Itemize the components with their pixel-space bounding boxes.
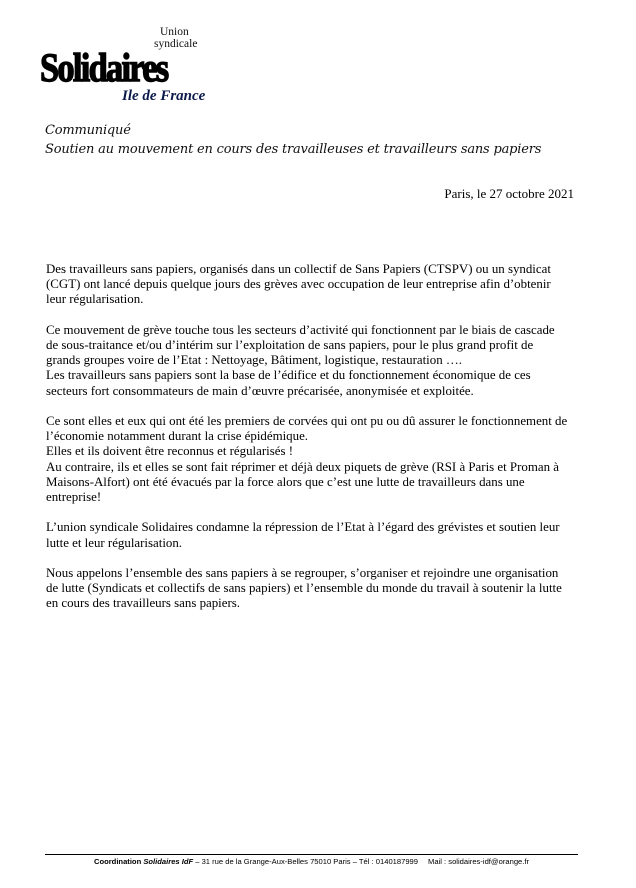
date-line: Paris, le 27 octobre 2021 [444,186,574,201]
document-body [46,262,586,627]
text-line: Ce sont elles et eux qui ont été les premiers de corvées qui ont pu ou dû assurer le fonctionnement de [46,414,568,428]
text-line: Des travailleurs sans papiers, organisés dans un collectif de Sans Papiers (CTSPV) ou un syndicat [46,262,551,276]
text-line: Les travailleurs sans papiers sont la base de l’édifice et du fonctionnement économique de ces [46,368,531,383]
text-line: leur régularisation. [46,292,144,307]
communique-heading [45,121,541,159]
communique-title: Soutien au mouvement en cours des travailleuses et travailleurs sans papiers [45,142,542,157]
text-line: en cours des travailleurs sans papiers. [46,596,241,611]
paragraph [46,520,586,550]
logo-wordmark: Solidaires [40,45,168,90]
text-line: secteurs fort consommateurs de main d’œuvre précarisée, anonymisée et exploitée. [46,383,474,398]
text-line: lutte et leur régularisation. [46,535,183,550]
text-line: entreprise! [46,490,102,505]
text-line: L’union syndicale Solidaires condamne la répression de l’Etat à l’égard des grévistes et soutien leur [46,520,560,535]
text-line: de sous-traitance et/ou d’intérim sur l’exploitation de sans papiers, pour le plus grand profit de [46,338,534,352]
footer-mail-label: Mail : [428,857,449,866]
text-line: Maisons-Alfort) ont été évacués par la force alors que c’est une lutte de travailleurs dans une [46,474,525,489]
text-line: Nous appelons l’ensemble des sans papiers à se regrouper, s’organiser et rejoindre une organisation [46,566,559,580]
paragraph [46,323,586,399]
paragraph [46,566,586,612]
footer-mail[interactable]: solidaires-idf@orange.fr [448,857,530,866]
logo-syndicale-text: syndicale [154,38,198,50]
footer-divider [45,854,578,855]
text-line: Elles et ils doivent être reconnus et régularisés ! [46,444,293,459]
text-line: Ce mouvement de grève touche tous les secteurs d’activité qui fonctionnent par le biais de cascade [46,322,555,337]
text-line: de lutte (Syndicats et collectifs de sans papiers) et l’ensemble du monde du travail à soutenir la lutte [46,581,562,596]
footer-org: Solidaires IdF [143,857,194,866]
logo-union-text: Union [160,26,189,38]
footer-contact [45,857,578,867]
text-line: Au contraire, ils et elles se sont fait réprimer et déjà deux piquets de grève (RSI à Paris et Proman à [46,459,559,474]
text-line: grands groupes voire de l’Etat : Nettoyage, Bâtiment, logistique, restauration …. [46,353,462,368]
communique-type: Communiqué [45,123,131,138]
text-line: l’économie notamment durant la crise épidémique. [46,429,309,444]
footer-address: – 31 rue de la Grange-Aux-Belles 75010 Paris – Tél : 0140187999 [193,857,419,866]
paragraph [46,414,586,505]
solidaires-logo [40,26,215,108]
text-line: (CGT) ont lancé depuis quelque jours des grèves avec occupation de leur entreprise afin d’obtenir [46,277,551,292]
footer-coordination: Coordination [93,857,142,866]
paragraph [46,262,586,308]
logo-region-text: Ile de France [122,88,206,104]
